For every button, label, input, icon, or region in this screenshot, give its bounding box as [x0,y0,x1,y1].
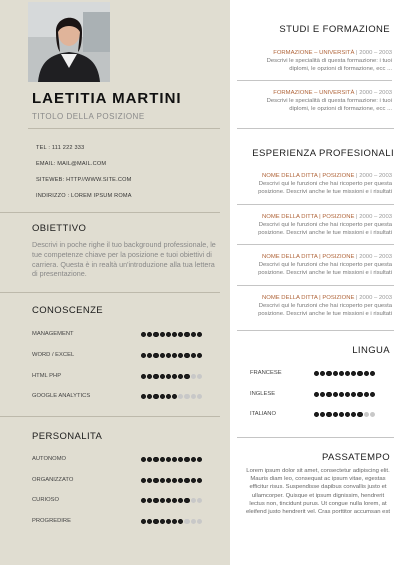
rating-dot-filled [166,498,171,503]
rating-dot-filled [345,412,350,417]
entry-header: FORMAZIONE – UNIVERSITÀ [273,90,355,96]
entry-header: NOME DELLA DITTA | POSIZIONE [262,173,355,179]
person-name: LAETITIA MARTINI [32,90,182,107]
hobbies-text: Lorem ipsum dolor sit amet, consectetur adipiscing elit. Mauris diam leo, consequat ac ipsum vitae, egestas efficitur risus. Suspendisse dapibus convallis justo et ullamcorper. Quisque et ipsum dignissim, hendrerit lectus non, tincidunt purus. Ut congue nulla lorem, at eleifend justo hendrerit vel. Cras porttitor accumsan est [245,468,391,516]
entry-separator: | [354,50,360,56]
rating-dot-empty [197,519,202,524]
entry-description: Descrivi qui le funzioni che hai ricoperto per questa [258,262,392,269]
personality-rating [141,498,202,503]
rating-dot-filled [153,457,158,462]
entry-years: 2000 – 2003 [359,50,392,56]
rating-dot-filled [351,392,356,397]
rating-dot-filled [178,457,183,462]
rating-dot-filled [178,374,183,379]
rating-dot-filled [326,392,331,397]
rating-dot-filled [370,371,375,376]
entry-description: Descrivi le specialità di questa formazione: i tuoi [266,58,392,65]
rating-dot-filled [153,478,158,483]
entry-description: posizione. Descrivi anche le tue missioni e i risultati [258,270,392,277]
entry-separator: | [354,254,360,260]
entry-years: 2000 – 2003 [359,254,392,260]
rating-dot-filled [166,457,171,462]
rating-dot-filled [339,392,344,397]
rating-dot-filled [314,371,319,376]
rating-dot-filled [184,457,189,462]
rating-dot-filled [197,353,202,358]
rating-dot-filled [141,394,146,399]
rating-dot-filled [172,332,177,337]
skill-rating [141,374,202,379]
language-label: FRANCESE [250,370,282,376]
rating-dot-filled [320,392,325,397]
rating-dot-filled [153,332,158,337]
rating-dot-filled [153,519,158,524]
language-rating [314,392,375,397]
language-label: ITALIANO [250,411,276,417]
rating-dot-filled [351,371,356,376]
entry-header: FORMAZIONE – UNIVERSITÀ [273,50,355,56]
rating-dot-filled [141,478,146,483]
skills-heading: CONOSCENZE [32,305,104,316]
rating-dot-filled [153,353,158,358]
rating-dot-filled [147,353,152,358]
rating-dot-filled [166,519,171,524]
rating-dot-filled [326,412,331,417]
rating-dot-filled [364,392,369,397]
rating-dot-filled [166,374,171,379]
entry-header: NOME DELLA DITTA | POSIZIONE [262,214,355,220]
rating-dot-filled [320,412,325,417]
rating-dot-filled [147,332,152,337]
rating-dot-empty [191,519,196,524]
rating-dot-empty [184,394,189,399]
rating-dot-filled [178,353,183,358]
rating-dot-empty [197,498,202,503]
language-label: INGLESE [250,391,276,397]
rating-dot-filled [191,332,196,337]
experience-heading: ESPERIENZA PROFESIONALI [252,148,394,159]
entry-description: posizione. Descrivi anche le tue missioni e i risultati [258,230,392,237]
rating-dot-filled [197,478,202,483]
divider [237,128,394,129]
skill-label: WORD / EXCEL [32,352,75,358]
personality-rating [141,457,202,462]
rating-dot-filled [191,457,196,462]
rating-dot-filled [178,478,183,483]
rating-dot-filled [339,412,344,417]
education-heading: STUDI E FORMAZIONE [279,24,390,35]
rating-dot-filled [141,498,146,503]
position-title: TITOLO DELLA POSIZIONE [32,112,145,121]
personality-rating [141,478,202,483]
experience-entry [232,294,392,319]
entry-years: 2000 – 2003 [359,173,392,179]
rating-dot-filled [172,519,177,524]
rating-dot-filled [141,332,146,337]
language-rating [314,371,375,376]
divider [28,128,220,129]
hobbies-heading: PASSATEMPO [321,452,390,463]
divider [237,285,394,286]
rating-dot-filled [357,371,362,376]
rating-dot-filled [370,392,375,397]
rating-dot-filled [172,353,177,358]
entry-years: 2000 – 2003 [359,90,392,96]
education-entry [232,49,392,74]
entry-separator: | [354,90,360,96]
divider [237,80,392,81]
rating-dot-filled [351,412,356,417]
personality-label: ORGANIZZATO [32,477,74,483]
experience-entry [232,213,392,238]
rating-dot-empty [197,394,202,399]
rating-dot-filled [160,478,165,483]
rating-dot-filled [333,392,338,397]
contact-address: INDIRIZZO : LOREM IPSUM ROMA [36,193,132,199]
rating-dot-filled [357,412,362,417]
rating-dot-filled [166,353,171,358]
rating-dot-filled [184,498,189,503]
contact-website: SITEWEB: HTTP//WWW.SITE.COM [36,177,132,183]
rating-dot-filled [333,412,338,417]
entry-description: Descrivi le specialità di questa formazione: i tuoi [266,98,392,105]
contact-email: EMAIL: MAIL@MAIL.COM [36,161,107,167]
entry-separator: | [354,173,360,179]
rating-dot-filled [172,374,177,379]
objective-heading: OBIETTIVO [32,223,87,234]
entry-description: diplomi, le opzioni di formazione, ecc ... [289,66,392,73]
entry-years: 2000 – 2003 [359,214,392,220]
entry-separator: | [354,295,360,301]
rating-dot-filled [160,519,165,524]
rating-dot-filled [166,394,171,399]
rating-dot-empty [191,374,196,379]
rating-dot-filled [147,478,152,483]
skill-label: MANAGEMENT [32,331,74,337]
rating-dot-filled [197,457,202,462]
divider [237,244,394,245]
rating-dot-filled [184,353,189,358]
entry-years: 2000 – 2003 [359,295,392,301]
education-entry [232,89,392,114]
rating-dot-empty [364,412,369,417]
rating-dot-filled [333,371,338,376]
rating-dot-filled [326,371,331,376]
rating-dot-filled [197,332,202,337]
entry-description: Descrivi qui le funzioni che hai ricoperto per questa [258,222,392,229]
rating-dot-filled [147,498,152,503]
objective-text: Descrivi in poche righe il tuo background professionale, le tue competenze chiave per la posizione e tuoi obiettivi di carriera. Questa è in realtà un'introduzione alla tua lettera di presentazione. [32,240,216,279]
rating-dot-filled [345,371,350,376]
rating-dot-filled [153,498,158,503]
rating-dot-empty [178,394,183,399]
divider [0,212,220,213]
rating-dot-empty [191,394,196,399]
experience-entry [232,172,392,197]
rating-dot-filled [184,374,189,379]
entry-header: NOME DELLA DITTA | POSIZIONE [262,254,355,260]
language-rating [314,412,375,417]
divider [0,292,220,293]
rating-dot-filled [184,478,189,483]
rating-dot-filled [153,374,158,379]
rating-dot-filled [191,353,196,358]
personality-label: AUTONOMO [32,456,67,462]
rating-dot-filled [172,457,177,462]
rating-dot-filled [184,332,189,337]
skill-label: GOOGLE ANALYTICS [32,393,91,399]
rating-dot-filled [166,478,171,483]
rating-dot-filled [166,332,171,337]
divider [237,204,394,205]
languages-heading: LINGUA [352,345,390,356]
personality-heading: PERSONALITA [32,431,103,442]
skill-rating [141,353,202,358]
rating-dot-filled [160,457,165,462]
rating-dot-filled [141,374,146,379]
entry-description: posizione. Descrivi anche le tue missioni e i risultati [258,311,392,318]
entry-description: posizione. Descrivi anche le tue missioni e i risultati [258,189,392,196]
rating-dot-filled [172,478,177,483]
rating-dot-filled [314,392,319,397]
skill-rating [141,394,202,399]
rating-dot-filled [141,519,146,524]
rating-dot-filled [147,374,152,379]
rating-dot-empty [191,498,196,503]
entry-description: diplomi, le opzioni di formazione, ecc ... [289,106,392,113]
divider [0,416,220,417]
profile-photo [28,2,110,82]
skill-label: HTML PHP [32,373,62,379]
rating-dot-empty [197,374,202,379]
divider [237,437,394,438]
rating-dot-filled [314,412,319,417]
rating-dot-filled [160,353,165,358]
rating-dot-filled [357,392,362,397]
rating-dot-empty [370,412,375,417]
contact-phone: TEL : 111 222 333 [36,145,85,151]
skill-rating [141,332,202,337]
rating-dot-filled [191,478,196,483]
entry-separator: | [354,214,360,220]
rating-dot-filled [178,332,183,337]
rating-dot-filled [172,498,177,503]
rating-dot-filled [160,498,165,503]
entry-description: Descrivi qui le funzioni che hai ricoperto per questa [258,303,392,310]
rating-dot-filled [320,371,325,376]
personality-rating [141,519,202,524]
rating-dot-filled [147,394,152,399]
entry-header: NOME DELLA DITTA | POSIZIONE [262,295,355,301]
rating-dot-filled [160,332,165,337]
entry-description: Descrivi qui le funzioni che hai ricoperto per questa [258,181,392,188]
profile-photo-image [28,2,110,82]
rating-dot-filled [178,519,183,524]
personality-label: CURIOSO [32,497,60,503]
rating-dot-filled [147,519,152,524]
rating-dot-filled [160,394,165,399]
rating-dot-filled [178,498,183,503]
rating-dot-filled [172,394,177,399]
divider [237,330,394,331]
rating-dot-filled [153,394,158,399]
rating-dot-filled [160,374,165,379]
rating-dot-filled [141,457,146,462]
rating-dot-filled [147,457,152,462]
rating-dot-filled [345,392,350,397]
rating-dot-empty [184,519,189,524]
personality-label: PROGREDIRE [32,518,71,524]
rating-dot-filled [364,371,369,376]
experience-entry [232,253,392,278]
rating-dot-filled [339,371,344,376]
rating-dot-filled [141,353,146,358]
